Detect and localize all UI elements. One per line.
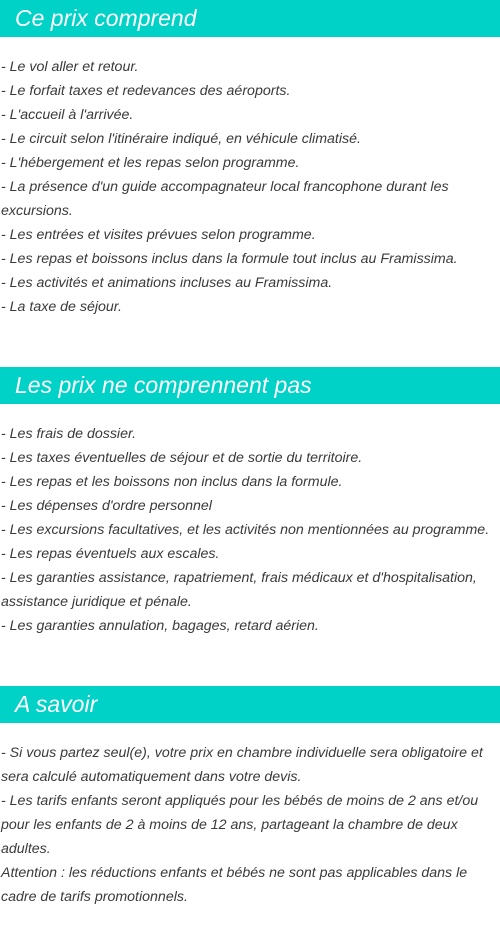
section-body <box>0 723 500 909</box>
section-title: Ce prix comprend <box>15 5 197 31</box>
list-item: Attention : les réductions enfants et bébés ne sont pas applicables dans le cadre de tarifs promotionnels. <box>1 865 468 905</box>
list-item: - Les repas éventuels aux escales. <box>1 546 220 562</box>
list-item: - Le forfait taxes et redevances des aéroports. <box>1 83 291 99</box>
list-item: - Les entrées et visites prévues selon programme. <box>1 227 316 243</box>
list-item: - L'hébergement et les repas selon programme. <box>1 155 300 171</box>
section-included <box>0 0 500 319</box>
section-header <box>0 367 500 404</box>
section-not-included <box>0 367 500 638</box>
list-item: - Les excursions facultatives, et les activités non mentionnées au programme. <box>1 522 490 538</box>
section-title: Les prix ne comprennent pas <box>15 372 312 398</box>
list-item: - Si vous partez seul(e), votre prix en chambre individuelle sera obligatoire et sera calculé automatiquement dans votre devis. <box>1 745 483 785</box>
list-item: - Les frais de dossier. <box>1 426 137 442</box>
list-item: - Les dépenses d'ordre personnel <box>1 498 212 514</box>
list-item: - Les tarifs enfants seront appliqués pour les bébés de moins de 2 ans et/ou pour les enfants de 2 à moins de 12 ans, partageant la chambre de deux adultes. <box>1 793 479 857</box>
list-item: - La taxe de séjour. <box>1 299 122 315</box>
list-item: - Les garanties assistance, rapatriement, frais médicaux et d'hospitalisation, assistance juridique et pénale. <box>1 570 477 610</box>
section-body <box>0 37 500 319</box>
list-item: - Le vol aller et retour. <box>1 59 139 75</box>
section-good-to-know <box>0 686 500 909</box>
list-item: - Les taxes éventuelles de séjour et de sortie du territoire. <box>1 450 363 466</box>
section-body <box>0 404 500 638</box>
section-header <box>0 0 500 37</box>
list-item: - L'accueil à l'arrivée. <box>1 107 134 123</box>
list-item: - Les repas et boissons inclus dans la formule tout inclus au Framissima. <box>1 251 458 267</box>
section-header <box>0 686 500 723</box>
list-item: - Les garanties annulation, bagages, retard aérien. <box>1 618 319 634</box>
list-item: - La présence d'un guide accompagnateur local francophone durant les excursions. <box>1 179 449 219</box>
list-item: - Les repas et les boissons non inclus dans la formule. <box>1 474 343 490</box>
list-item: - Le circuit selon l'itinéraire indiqué, en véhicule climatisé. <box>1 131 361 147</box>
section-title: A savoir <box>15 691 98 717</box>
list-item: - Les activités et animations incluses au Framissima. <box>1 275 333 291</box>
